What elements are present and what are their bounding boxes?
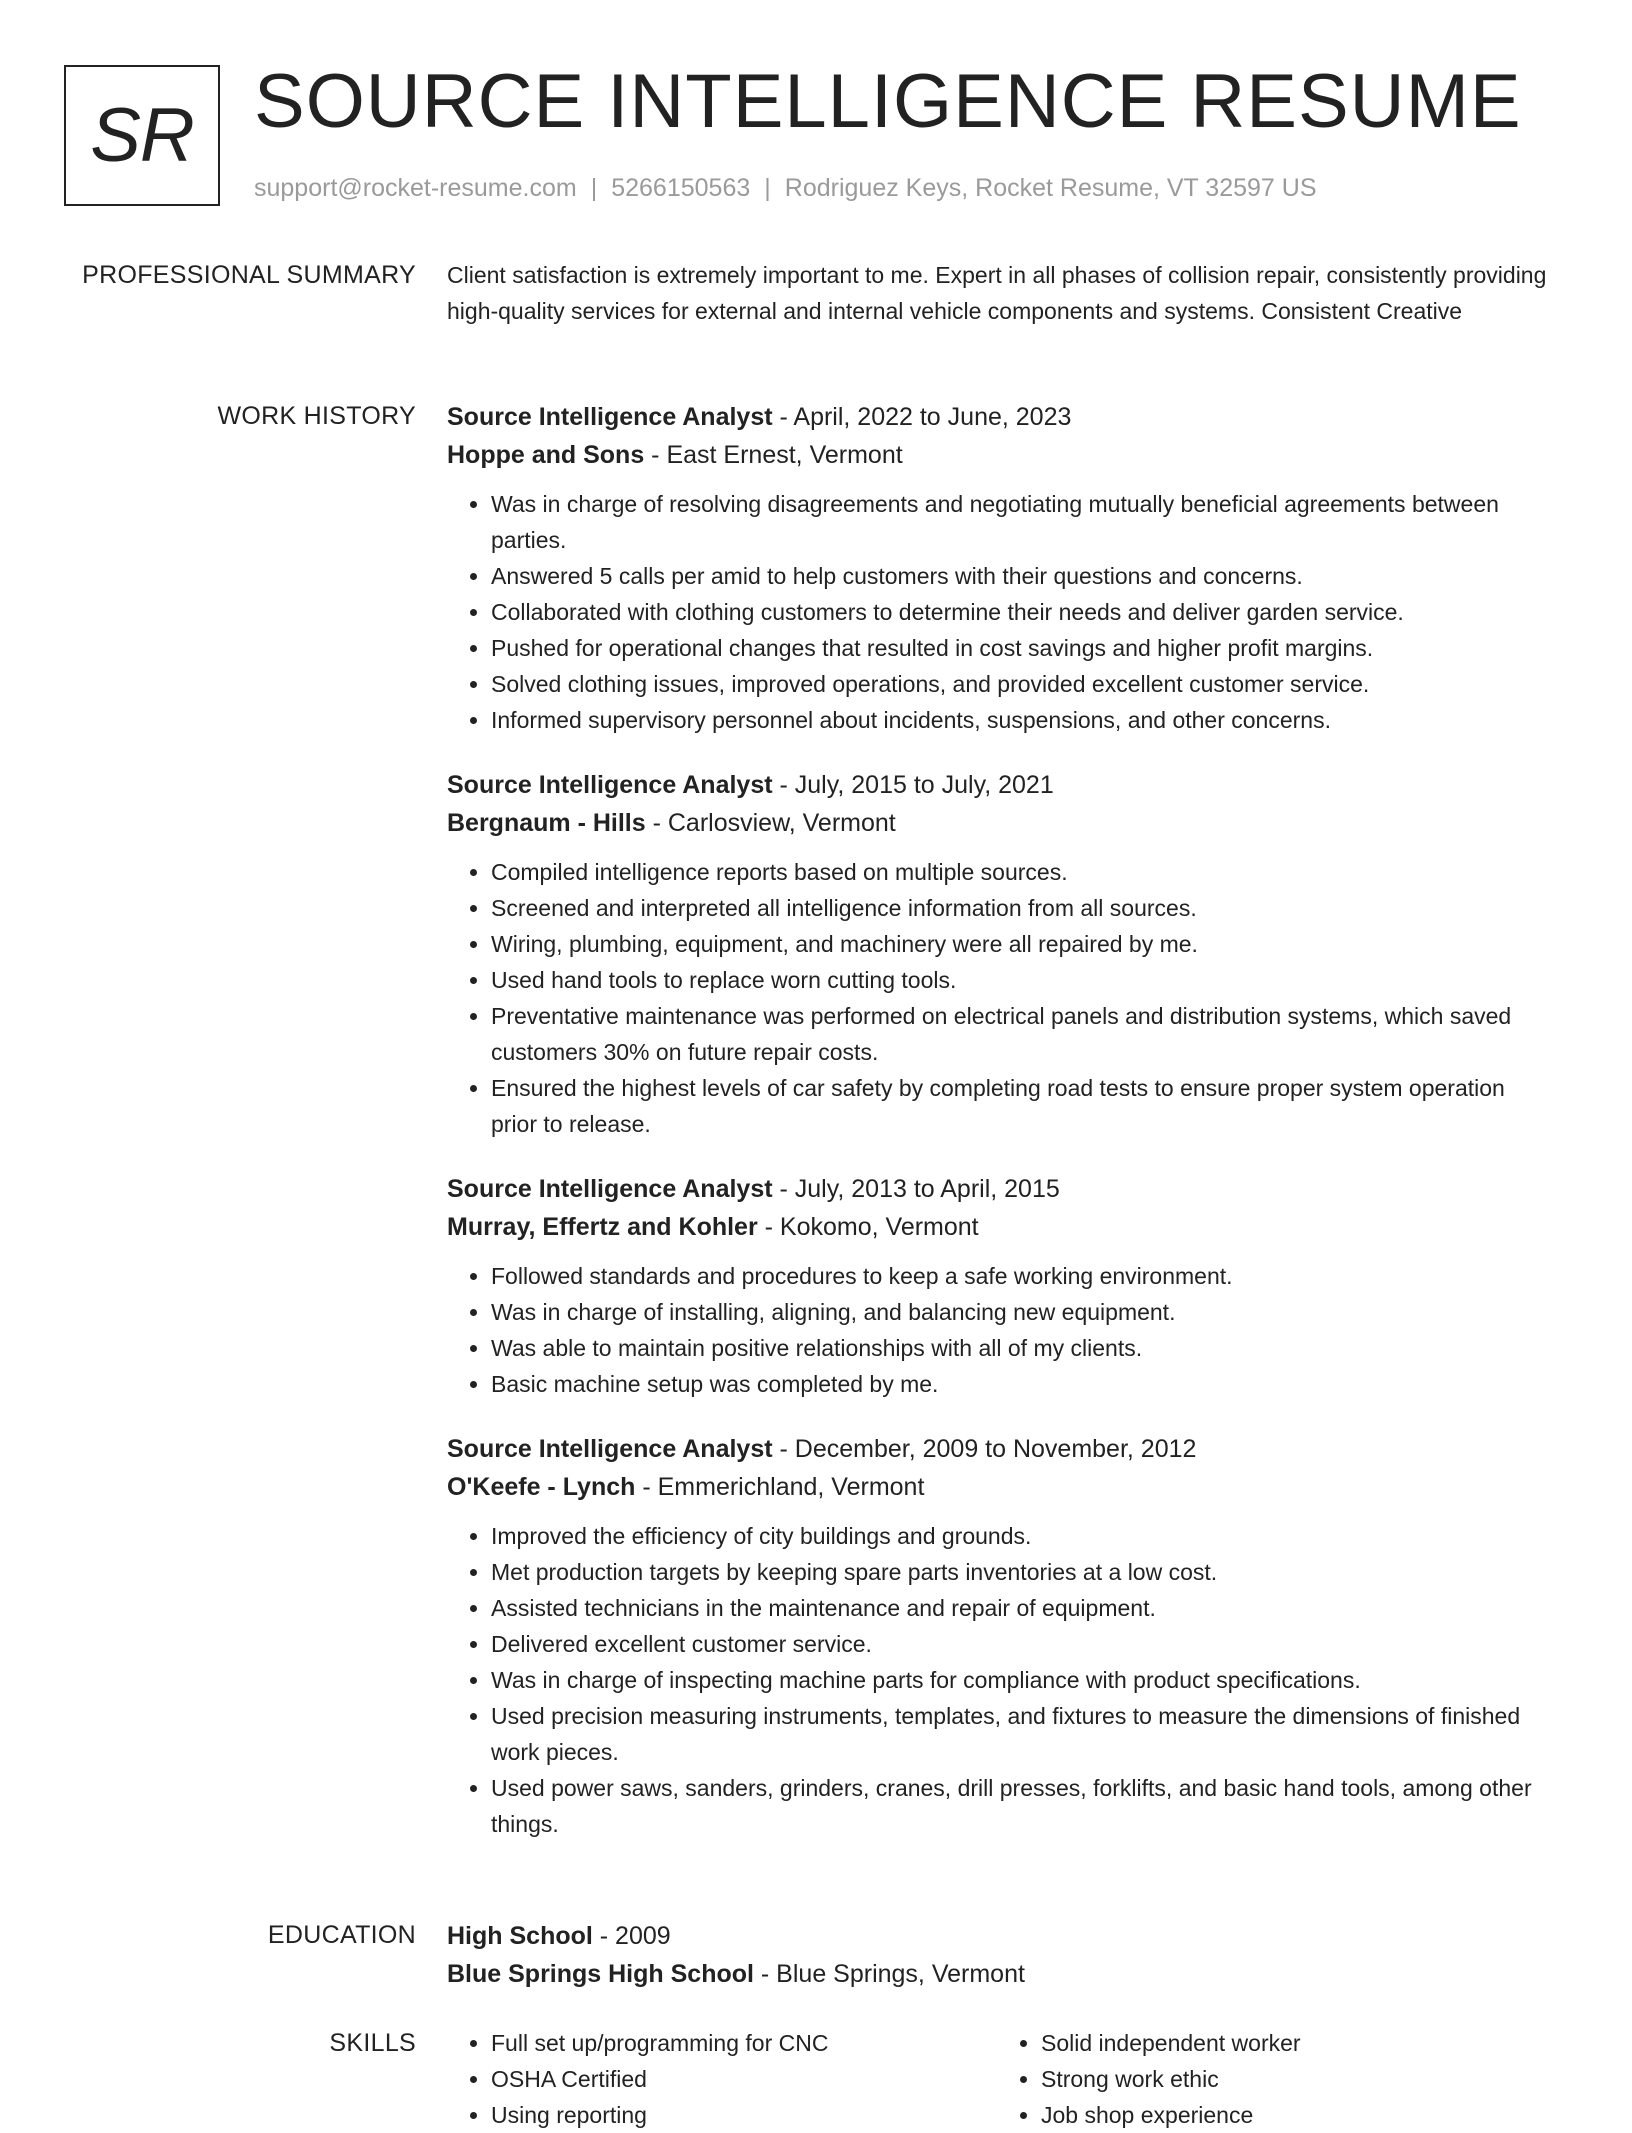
summary-body (447, 257, 1557, 329)
job-bullet-list (447, 854, 1557, 1142)
job-company-line (447, 436, 1557, 474)
job-location: - Emmerichland, Vermont (635, 1473, 925, 1501)
monogram-box (64, 65, 220, 206)
work-history-body (447, 398, 1557, 1870)
skill-item: • OSHA Certified (491, 2061, 997, 2097)
education-degree-line (447, 1917, 1557, 1955)
job-company: Murray, Effertz and Kohler (447, 1213, 758, 1241)
job-bullet: • Wiring, plumbing, equipment, and machinery were all repaired by me. (491, 926, 1557, 962)
job-title-line (447, 398, 1557, 436)
job-bullet-list (447, 486, 1557, 738)
job-title: Source Intelligence Analyst (447, 1435, 773, 1463)
education-year: - 2009 (592, 1922, 671, 1950)
contact-separator: | (590, 174, 598, 202)
job-title: Source Intelligence Analyst (447, 771, 773, 799)
job-bullet: • Assisted technicians in the maintenance and repair of equipment. (491, 1590, 1557, 1626)
section-label-education: EDUCATION (267, 1921, 416, 1949)
job-title: Source Intelligence Analyst (447, 403, 773, 431)
job-company: Hoppe and Sons (447, 441, 645, 469)
job-dates: - April, 2022 to June, 2023 (772, 403, 1072, 431)
job-dates: - July, 2015 to July, 2021 (772, 771, 1054, 799)
job-bullet: • Used hand tools to replace worn cutting tools. (491, 962, 1557, 998)
job-bullet-list (447, 1518, 1557, 1842)
skills-column-left (447, 2025, 997, 2133)
skill-item: • Full set up/programming for CNC (491, 2025, 997, 2061)
summary-text: Client satisfaction is extremely important to me. Expert in all phases of collision repair, consistently providing high-quality services for external and internal vehicle components and systems. Consistent Creative (447, 262, 1547, 324)
contact-email: support@rocket-resume.com (254, 174, 577, 202)
job-title-line (447, 766, 1557, 804)
skills-body (447, 2025, 1557, 2133)
contact-separator: | (764, 174, 771, 202)
skill-item: • Job shop experience (1041, 2097, 1547, 2133)
section-label-skills: SKILLS (329, 2029, 416, 2057)
job-bullet: • Screened and interpreted all intelligence information from all sources. (491, 890, 1557, 926)
monogram-initials: SR (90, 93, 194, 178)
education-degree: High School (447, 1922, 593, 1950)
job-bullet: • Met production targets by keeping spare parts inventories at a low cost. (491, 1554, 1557, 1590)
skill-item: • Strong work ethic (1041, 2061, 1547, 2097)
job-bullet: • Compiled intelligence reports based on multiple sources. (491, 854, 1557, 890)
job-bullet-list (447, 1258, 1557, 1402)
job-bullet: • Followed standards and procedures to keep a safe working environment. (491, 1258, 1557, 1294)
job-dates: - December, 2009 to November, 2012 (772, 1435, 1197, 1463)
job-bullet: • Delivered excellent customer service. (491, 1626, 1557, 1662)
job-entry (447, 1430, 1557, 1842)
job-title-line (447, 1170, 1557, 1208)
job-bullet: • Informed supervisory personnel about incidents, suspensions, and other concerns. (491, 702, 1557, 738)
job-bullet: • Used power saws, sanders, grinders, cranes, drill presses, forklifts, and basic hand tools, among other things. (491, 1770, 1557, 1842)
resume-title: SOURCE INTELLIGENCE RESUME (254, 59, 1522, 144)
job-bullet: • Answered 5 calls per amid to help customers with their questions and concerns. (491, 558, 1557, 594)
job-bullet: • Was in charge of installing, aligning, and balancing new equipment. (491, 1294, 1557, 1330)
job-bullet: • Pushed for operational changes that resulted in cost savings and higher profit margins. (491, 630, 1557, 666)
section-label-summary: PROFESSIONAL SUMMARY (82, 261, 416, 289)
job-title-line (447, 1430, 1557, 1468)
skill-item: • Using reporting (491, 2097, 997, 2133)
education-school: Blue Springs High School (447, 1960, 754, 1988)
contact-line (254, 174, 1317, 203)
job-company-line (447, 1208, 1557, 1246)
job-bullet: • Was in charge of inspecting machine parts for compliance with product specifications. (491, 1662, 1557, 1698)
job-location: - Carlosview, Vermont (645, 809, 896, 837)
job-bullet: • Preventative maintenance was performed on electrical panels and distribution systems, which saved customers 30% on future repair costs. (491, 998, 1557, 1070)
education-location: - Blue Springs, Vermont (753, 1960, 1025, 1988)
contact-phone: 5266150563 (611, 174, 751, 202)
job-bullet: • Ensured the highest levels of car safety by completing road tests to ensure proper system operation prior to release. (491, 1070, 1557, 1142)
section-label-work-history: WORK HISTORY (217, 402, 416, 430)
job-bullet: • Solved clothing issues, improved operations, and provided excellent customer service. (491, 666, 1557, 702)
job-company: O'Keefe - Lynch (447, 1473, 636, 1501)
job-bullet: • Used precision measuring instruments, templates, and fixtures to measure the dimensions of finished work pieces. (491, 1698, 1557, 1770)
job-bullet: • Collaborated with clothing customers to determine their needs and deliver garden service. (491, 594, 1557, 630)
job-company-line (447, 1468, 1557, 1506)
job-bullet: • Was in charge of resolving disagreements and negotiating mutually beneficial agreements between parties. (491, 486, 1557, 558)
skill-item: • Solid independent worker (1041, 2025, 1547, 2061)
job-company-line (447, 804, 1557, 842)
job-entry (447, 1170, 1557, 1402)
job-entry (447, 766, 1557, 1142)
education-school-line (447, 1955, 1557, 1993)
job-bullet: • Was able to maintain positive relationships with all of my clients. (491, 1330, 1557, 1366)
education-body (447, 1917, 1557, 1993)
job-bullet: • Basic machine setup was completed by me. (491, 1366, 1557, 1402)
skills-column-right (997, 2025, 1547, 2133)
job-location: - Kokomo, Vermont (757, 1213, 979, 1241)
job-company: Bergnaum - Hills (447, 809, 646, 837)
contact-address: Rodriguez Keys, Rocket Resume, VT 32597 US (784, 174, 1317, 202)
job-entry (447, 398, 1557, 738)
job-location: - East Ernest, Vermont (644, 441, 903, 469)
job-dates: - July, 2013 to April, 2015 (772, 1175, 1060, 1203)
job-bullet: • Improved the efficiency of city buildings and grounds. (491, 1518, 1557, 1554)
job-title: Source Intelligence Analyst (447, 1175, 773, 1203)
